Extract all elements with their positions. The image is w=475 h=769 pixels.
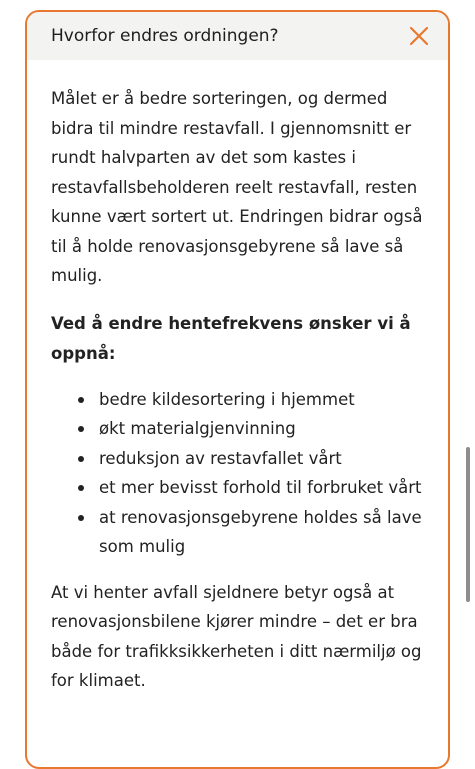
list-item-text: økt materialgjenvinning xyxy=(99,419,296,438)
goals-heading: Ved å endre hentefrekvens ønsker vi å oppnå: xyxy=(51,313,411,363)
accordion-panel xyxy=(25,10,450,769)
list-item-text: et mer bevisst forhold til forbruket vårt xyxy=(99,478,422,497)
list-item xyxy=(78,414,424,444)
list-item xyxy=(78,473,424,503)
list-item-text: bedre kildesortering i hjemmet xyxy=(99,389,355,409)
outro-paragraph: At vi henter avfall sjeldnere betyr også at renovasjonsbilene kjører mindre – det er bra både for trafikksikkerheten i ditt nærmiljø og for klimaet. xyxy=(51,582,422,690)
list-item-text: reduksjon av restavfallet vårt xyxy=(99,448,342,468)
bullet-icon xyxy=(78,426,84,432)
list-item-text: at renovasjonsgebyrene holdes så lave som mulig xyxy=(99,507,422,556)
bullet-icon xyxy=(78,456,84,462)
accordion-body xyxy=(27,60,448,696)
scrollbar[interactable] xyxy=(466,447,470,602)
accordion-header[interactable] xyxy=(27,12,448,60)
bullet-icon xyxy=(78,485,84,491)
close-icon[interactable] xyxy=(406,23,432,49)
goals-list xyxy=(51,385,424,562)
bullet-icon xyxy=(78,397,84,403)
list-item xyxy=(78,503,424,562)
intro-paragraph: Målet er å bedre sorteringen, og dermed bidra til mindre restavfall. I gjennomsnitt er rundt halvparten av det som kastes i restavfallsbeholderen reelt restavfall, resten kunne vært sortert ut. Endringen bidrar også til å holde renovasjonsgebyrene så lave så mulig. xyxy=(51,89,423,285)
bullet-icon xyxy=(78,515,84,521)
accordion-title: Hvorfor endres ordningen? xyxy=(51,26,279,46)
list-item xyxy=(78,385,424,415)
list-item xyxy=(78,444,424,474)
